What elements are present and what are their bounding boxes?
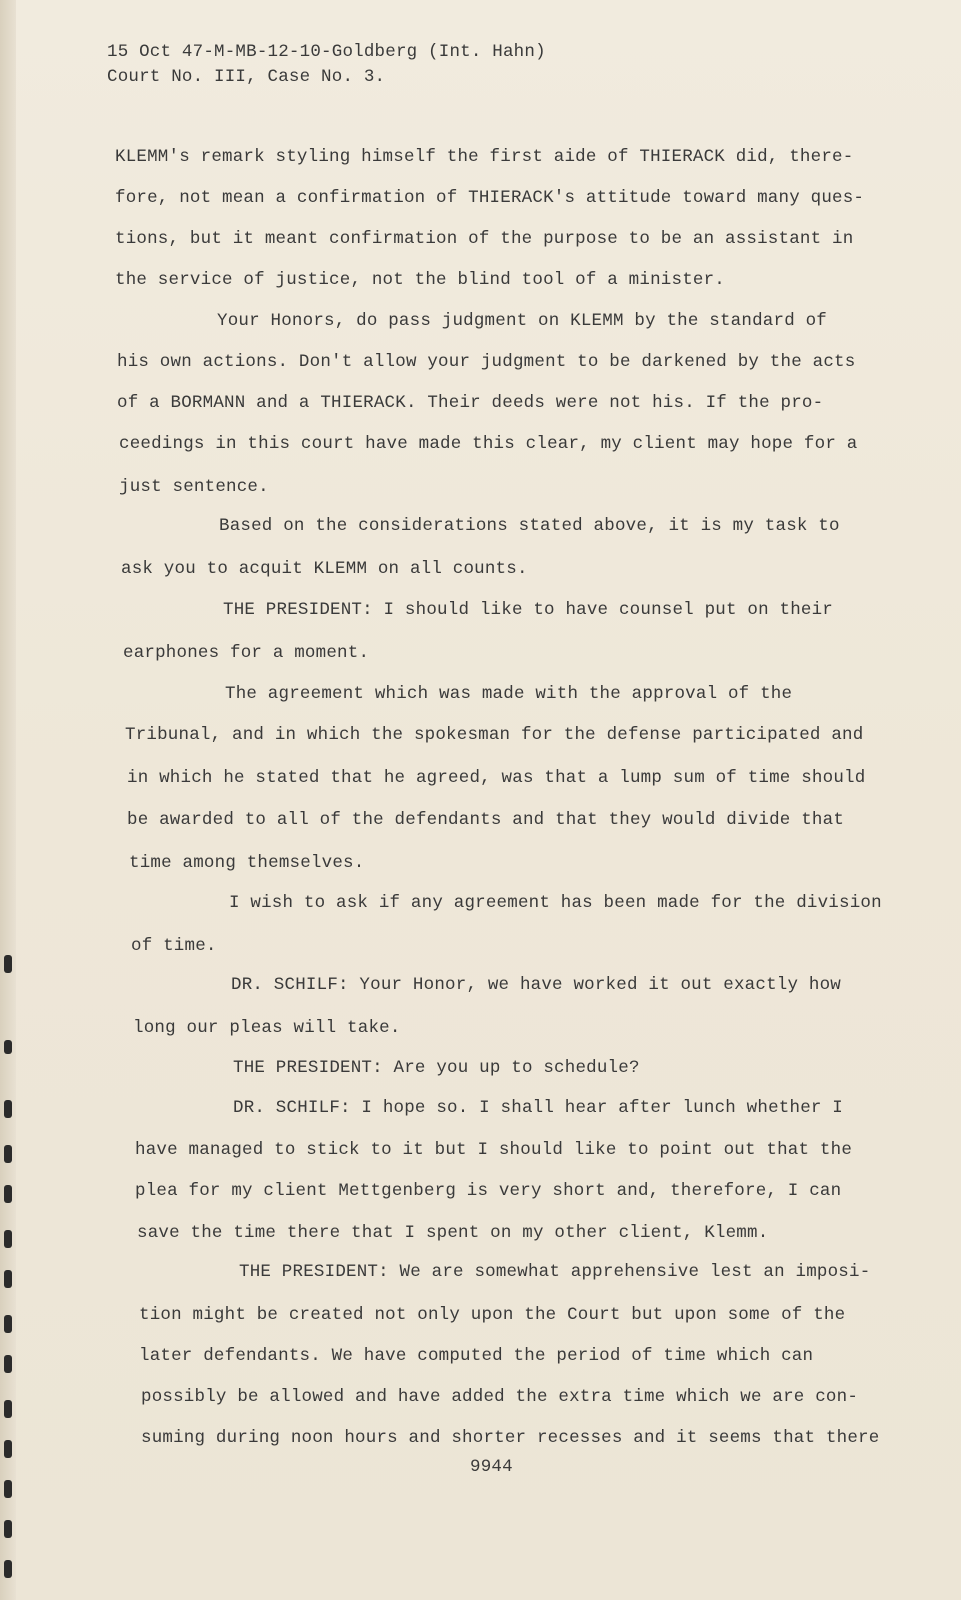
body-line: earphones for a moment.	[123, 643, 370, 663]
punch-hole	[4, 1560, 12, 1578]
body-line: later defendants. We have computed the period of time which can	[139, 1346, 814, 1366]
punch-hole	[4, 1145, 12, 1163]
body-line: be awarded to all of the defendants and that they would divide that	[127, 810, 845, 830]
body-line: Tribunal, and in which the spokesman for the defense participated and	[125, 725, 864, 745]
punch-hole	[4, 1355, 12, 1373]
body-line: the service of justice, not the blind tool of a minister.	[115, 270, 725, 290]
punch-hole	[4, 1185, 12, 1203]
body-line: tion might be created not only upon the Court but upon some of the	[139, 1305, 846, 1325]
body-line: I wish to ask if any agreement has been made for the division	[229, 893, 882, 913]
punch-hole	[4, 1230, 12, 1248]
punch-hole	[4, 1400, 12, 1418]
punch-hole	[4, 1040, 12, 1054]
punch-hole	[4, 1270, 12, 1288]
body-line: DR. SCHILF: I hope so. I shall hear after lunch whether I	[233, 1098, 843, 1118]
punch-hole	[4, 955, 12, 973]
body-line: his own actions. Don't allow your judgment to be darkened by the acts	[117, 352, 856, 372]
document-header	[107, 40, 546, 90]
body-line: time among themselves.	[129, 853, 365, 873]
page-number: 9944	[470, 1457, 513, 1477]
punch-hole	[4, 1315, 12, 1333]
body-line: long our pleas will take.	[133, 1018, 401, 1038]
body-line: Based on the considerations stated above, it is my task to	[219, 516, 840, 536]
header-line-2: Court No. III, Case No. 3.	[107, 67, 386, 87]
body-line: fore, not mean a confirmation of THIERACK's attitude toward many ques-	[115, 188, 865, 208]
body-line: ceedings in this court have made this clear, my client may hope for a	[119, 434, 858, 454]
body-line: DR. SCHILF: Your Honor, we have worked it out exactly how	[231, 975, 841, 995]
punch-hole	[4, 1100, 12, 1118]
header-line-1: 15 Oct 47-M-MB-12-10-Goldberg (Int. Hahn)	[107, 42, 546, 62]
punch-hole	[4, 1480, 12, 1498]
body-line: possibly be allowed and have added the extra time which we are con-	[141, 1387, 859, 1407]
body-line: suming during noon hours and shorter recesses and it seems that there	[141, 1428, 880, 1448]
body-line: KLEMM's remark styling himself the first aide of THIERACK did, there-	[115, 147, 854, 167]
body-line: ask you to acquit KLEMM on all counts.	[121, 559, 528, 579]
body-line: THE PRESIDENT: I should like to have counsel put on their	[223, 600, 833, 620]
body-line: THE PRESIDENT: Are you up to schedule?	[233, 1058, 640, 1078]
punch-hole	[4, 1440, 12, 1458]
punch-hole	[4, 1520, 12, 1538]
binding-edge	[0, 0, 16, 1600]
body-line: just sentence.	[119, 477, 269, 497]
body-line: have managed to stick to it but I should like to point out that the	[135, 1140, 853, 1160]
body-line: of a BORMANN and a THIERACK. Their deeds were not his. If the pro-	[117, 393, 824, 413]
body-line: tions, but it meant confirmation of the purpose to be an assistant in	[115, 229, 854, 249]
body-line: in which he stated that he agreed, was that a lump sum of time should	[127, 768, 866, 788]
body-line: plea for my client Mettgenberg is very short and, therefore, I can	[135, 1181, 842, 1201]
body-line: Your Honors, do pass judgment on KLEMM by the standard of	[217, 311, 827, 331]
body-line: save the time there that I spent on my other client, Klemm.	[137, 1223, 769, 1243]
body-line: of time.	[131, 936, 217, 956]
body-line: The agreement which was made with the approval of the	[225, 684, 793, 704]
body-line: THE PRESIDENT: We are somewhat apprehensive lest an imposi-	[239, 1262, 871, 1282]
